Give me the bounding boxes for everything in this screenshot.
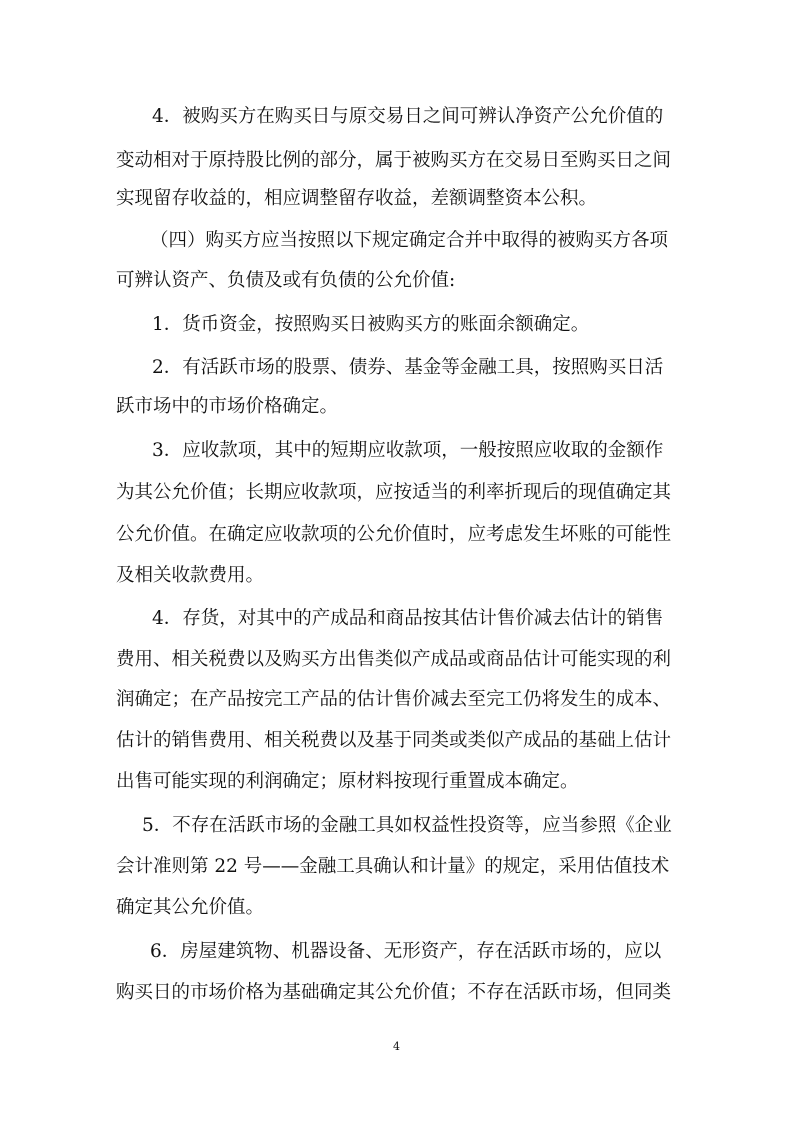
text-line: [0, 937, 793, 967]
text-line: [0, 645, 793, 675]
text-line: [0, 266, 793, 296]
text-line-content: 2．有活跃市场的股票、债券、基金等金融工具，按照购买日活: [152, 357, 664, 378]
text-line: [0, 561, 793, 591]
text-line: [0, 604, 793, 634]
text-line: [0, 436, 793, 466]
text-line-content: 润确定；在产品按完工产品的估计售价减去至完工仍将发生的成本、: [116, 689, 672, 710]
text-line: [0, 102, 793, 132]
text-line: [0, 852, 793, 882]
text-line-content: 可辨认资产、负债及或有负债的公允价值:: [116, 270, 456, 291]
text-line-content: 3．应收款项，其中的短期应收款项，一般按照应收取的金额作: [152, 440, 664, 461]
text-line-content: 出售可能实现的利润确定；原材料按现行重置成本确定。: [116, 771, 579, 792]
text-line-content: 及相关收款费用。: [116, 565, 265, 586]
text-line: [0, 811, 793, 841]
text-line: [0, 310, 793, 340]
text-line: [0, 767, 793, 797]
text-line-content: 1．货币资金，按照购买日被购买方的账面余额确定。: [152, 314, 590, 335]
text-line-content: （四）购买方应当按照以下规定确定合并中取得的被购买方各项: [150, 230, 669, 251]
text-line: [0, 184, 793, 214]
text-line-content: 确定其公允价值。: [116, 897, 265, 918]
text-line-content: 购买日的市场价格为基础确定其公允价值；不存在活跃市场，但同类: [116, 982, 672, 1003]
page-number: 4: [393, 1040, 400, 1053]
text-line-content: 5．不存在活跃市场的金融工具如权益性投资等，应当参照《企业: [142, 815, 672, 836]
text-line-content: 会计准则第 22 号——金融工具确认和计量》的规定，采用估值技术: [116, 856, 670, 877]
text-line: [0, 978, 793, 1008]
text-line-content: 4．存货，对其中的产成品和商品按其估计售价减去估计的销售: [152, 608, 664, 629]
text-line-content: 变动相对于原持股比例的部分，属于被购买方在交易日至购买日之间: [116, 150, 672, 171]
text-line-content: 跃市场中的市场价格确定。: [116, 396, 339, 417]
text-line-content: 估计的销售费用、相关税费以及基于同类或类似产成品的基础上估计: [116, 730, 672, 751]
text-line: [0, 685, 793, 715]
text-line-content: 4．被购买方在购买日与原交易日之间可辨认净资产公允价值的: [152, 106, 664, 127]
text-line: [0, 226, 793, 256]
text-line: [0, 146, 793, 176]
text-line-content: 费用、相关税费以及购买方出售类似产成品或商品估计可能实现的利: [116, 649, 672, 670]
text-line: [0, 726, 793, 756]
text-line-content: 实现留存收益的，相应调整留存收益，差额调整资本公积。: [116, 188, 598, 209]
text-line-content: 6．房屋建筑物、机器设备、无形资产，存在活跃市场的，应以: [150, 941, 662, 962]
text-line: [0, 392, 793, 422]
text-line: [0, 520, 793, 550]
text-line: [0, 478, 793, 508]
text-line: [0, 353, 793, 383]
text-line: [0, 893, 793, 923]
text-line-content: 公允价值。在确定应收款项的公允价值时，应考虑发生坏账的可能性: [116, 524, 672, 545]
text-line-content: 为其公允价值；长期应收款项，应按适当的利率折现后的现值确定其: [116, 482, 672, 503]
